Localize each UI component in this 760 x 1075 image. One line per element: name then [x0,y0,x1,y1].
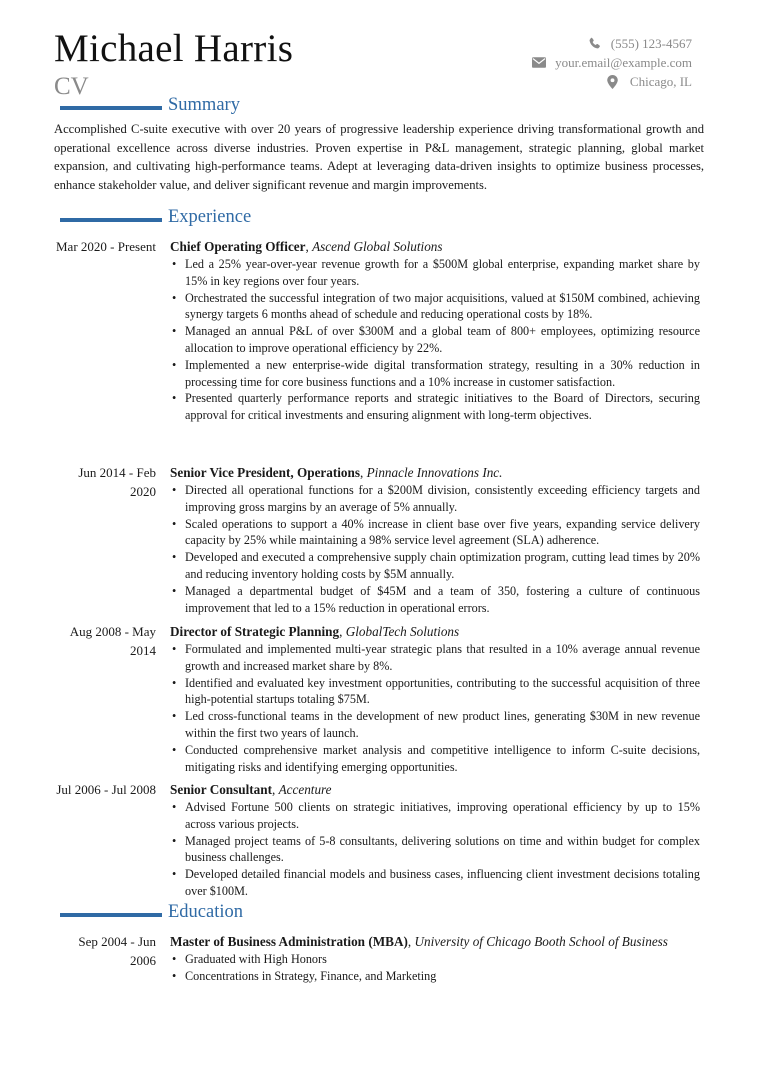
list-item: • Developed and executed a comprehensive supply chain optimization program, cutting lead times by 20% and reducing inventory holding costs by $5M annually. [170,549,700,583]
entry-title-line: Master of Business Administration (MBA), University of Chicago Booth School of Business [170,934,668,949]
list-item: • Identified and evaluated key investment opportunities, contributing to the successful acquisition of three high-potential startups totaling $75M. [170,675,700,709]
list-item: • Managed a departmental budget of $45M and a team of 350, fostering a culture of continuous improvement that led to a 15% reduction in operational errors. [170,583,700,617]
job-title: Chief Operating Officer [170,239,306,254]
list-item: • Managed an annual P&L of over $300M and a global team of 800+ employees, optimizing resource allocation to improve operational efficiency by 22%. [170,323,700,357]
entry-body [170,622,700,775]
list-item: • Graduated with High Honors [170,951,700,968]
section-divider-bar [60,913,162,917]
job-title: Senior Vice President, Operations [170,465,360,480]
degree-title: Master of Business Administration (MBA) [170,934,408,949]
achievement-list [170,951,700,985]
entry-title-line: Senior Consultant, Accenture [170,782,332,797]
achievement-list [170,256,700,424]
list-item: • Implemented a new enterprise-wide digital transformation strategy, resulting in a 30% reduction in processing time for core business functions and a 10% increase in customer satisfaction. [170,357,700,391]
achievement-list [170,799,700,900]
list-item: • Managed project teams of 5-8 consultants, delivering solutions on time and within budget for complex business challenges. [170,833,700,867]
contact-location [532,72,692,91]
list-item: • Presented quarterly performance reports and strategic initiatives to the Board of Directors, securing approval for critical investments and ensuring alignment with long-term objectives. [170,390,700,424]
company-name: GlobalTech Solutions [345,624,460,639]
entry-title-line: Director of Strategic Planning, GlobalTech Solutions [170,624,460,639]
list-item: • Conducted comprehensive market analysis and competitive intelligence to inform C-suite decisions, mitigating risks and identifying emerging opportunities. [170,742,700,776]
list-item: • Scaled operations to support a 40% increase in client base over five years, expanding service delivery capacity by 25% while maintaining a 98% service level agreement (SLA) adherence. [170,516,700,550]
list-item: • Advised Fortune 500 clients on strategic initiatives, improving operational efficiency by up to 15% across various projects. [170,799,700,833]
entry-date: Sep 2004 - Jun 2006 [78,934,156,968]
location-text: Chicago, IL [629,74,692,89]
phone-text[interactable]: (555) 123-4567 [610,36,692,51]
achievement-list [170,641,700,775]
summary-section [0,95,760,120]
map-pin-icon [607,75,623,89]
entry-body [170,237,700,424]
entry-date: Jun 2014 - Feb 2020 [78,465,156,499]
section-divider-bar [60,218,162,222]
company-name: Pinnacle Innovations Inc. [366,465,503,480]
entry-date: Aug 2008 - May 2014 [69,624,156,658]
experience-heading: Experience [168,207,252,227]
list-item: • Formulated and implemented multi-year strategic plans that resulted in a 10% average annual revenue growth and increased market share by 8%. [170,641,700,675]
list-item: • Orchestrated the successful integration of two major acquisitions, valued at $150M combined, achieving synergy targets 6 months ahead of schedule and reducing operational costs by 18%. [170,290,700,324]
list-item: • Led a 25% year-over-year revenue growth for a $500M global enterprise, expanding market share by 15% in key regions over four years. [170,256,700,290]
summary-text: Accomplished C-suite executive with over 20 years of progressive leadership experience driving transformational growth and operational excellence across diverse industries. Proven expertise in P&L management, strategic planning, global market expansion, and cultivating high-performance teams. Adept at leveraging data-driven insights to optimize business processes, enhance stakeholder value, and deliver significant revenue and margin improvements. [54,122,704,192]
candidate-name: Michael Harris [54,27,294,70]
experience-section [0,207,760,232]
document-subtitle: CV [54,73,89,100]
list-item: • Directed all operational functions for a $200M division, consistently exceeding efficiency targets and improving gross margins by an average of 5% annually. [170,482,700,516]
entry-date: Mar 2020 - Present [55,239,156,254]
phone-icon [588,37,604,50]
entry-title-line: Chief Operating Officer, Ascend Global Solutions [170,239,443,254]
job-title: Director of Strategic Planning [170,624,340,639]
school-name: University of Chicago Booth School of Business [414,934,668,949]
achievement-list [170,482,700,616]
company-name: Accenture [278,782,332,797]
entry-title-line: Senior Vice President, Operations, Pinnacle Innovations Inc. [170,465,503,480]
list-item: • Developed detailed financial models and business cases, influencing client investment decisions totaling over $100M. [170,866,700,900]
contact-email [532,53,692,72]
contact-block [532,34,692,91]
entry-body [170,932,700,985]
envelope-icon [532,57,548,68]
list-item: • Led cross-functional teams in the development of new product lines, generating $30M in new revenue within the first two years of launch. [170,708,700,742]
education-heading: Education [168,902,244,922]
list-item: • Concentrations in Strategy, Finance, and Marketing [170,968,700,985]
job-title: Senior Consultant [170,782,272,797]
entry-date: Jul 2006 - Jul 2008 [56,782,156,797]
email-link[interactable]: your.email@example.com [555,55,692,70]
section-divider-bar [60,106,162,110]
entry-body [170,463,700,616]
education-section [0,902,760,927]
company-name: Ascend Global Solutions [312,239,443,254]
entry-body [170,780,700,900]
summary-heading: Summary [168,95,240,115]
contact-phone [532,34,692,53]
